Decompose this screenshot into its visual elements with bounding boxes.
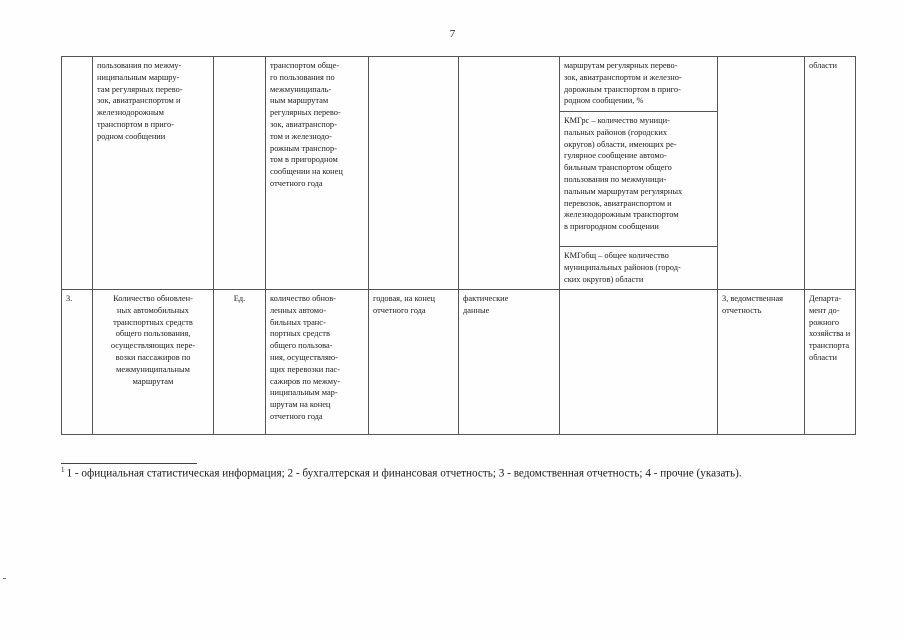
cell-basic-indicators-continued [459, 57, 560, 290]
cell-indicator-name-continued: пользования по межму- ниципальным маршру- там регулярных перево- зок, авиатранспортом и железнодорожным транспортом в приго- родном сообщении [93, 57, 214, 290]
cell-definition-continued: транспортом обще- го пользования по межмуниципаль- ным маршрутам регулярных перево- зок, авиатранспор- том и железнодо- рожным транспор- том в пригородном сообщении на конец отчетного года [266, 57, 369, 290]
cell-indicator-name-3: Количество обновлен- ных автомобильных транспортных средств общего пользования, осуществляющих пере- возки пассажиров по межмуниципальным маршрутам [93, 290, 214, 435]
footnote-divider [61, 463, 197, 464]
table-row-3 [62, 290, 856, 435]
cell-definition-3: количество обнов- ленных автомо- бильных транс- портных средств общего пользова- ния, осуществляю- щих перевозки пас- сажиров по межму- ниципальным мар- шрутам на конец отчетного года [266, 290, 369, 435]
cell-basic-indicators-3: фактические данные [459, 290, 560, 435]
footnote-marker: 1 [61, 466, 65, 474]
cell-formula-3 [560, 290, 718, 435]
cell-unit-3: Ед. [214, 290, 266, 435]
cell-periodicity-continued [369, 57, 459, 290]
cell-formula-part-3: КМГобщ – общее количество муниципальных районов (город- ских округов) области [560, 247, 718, 290]
cell-source-3: 3, ведомственная отчетность [718, 290, 805, 435]
footnote-text: 1 - официальная статистическая информация; 2 - бухгалтерская и финансовая отчетность; 3 - ведомственная отчетность; 4 - прочие (указать). [66, 467, 742, 480]
cell-formula-part-1: маршрутам регулярных перево- зок, авиатранспортом и железно- дорожным транспортом в приго- родном сообщении, % [560, 57, 718, 112]
cell-num-3: 3. [62, 290, 93, 435]
cell-source-continued [718, 57, 805, 290]
cell-formula-part-2: КМГрс – количество муници- пальных районов (городских округов) области, имеющих ре- гулярное сообщение автомо- бильным транспортом общего пользования по межмуници- пальным маршрутам регулярных перевозок, авиатранспортом и железнодорожным транспортом в пригородном сообщении [560, 112, 718, 247]
scan-margin-mark [3, 578, 6, 579]
page-number: 7 [449, 28, 456, 40]
cell-responsible-3: Департа- мент до- рожного хозяйства и транспорта области [805, 290, 856, 435]
cell-unit-continued [214, 57, 266, 290]
table-row-continued [62, 57, 856, 112]
footnote [61, 466, 742, 480]
indicator-table [61, 56, 856, 435]
cell-num-continued [62, 57, 93, 290]
cell-responsible-continued: области [805, 57, 856, 290]
cell-periodicity-3: годовая, на конец отчетного года [369, 290, 459, 435]
